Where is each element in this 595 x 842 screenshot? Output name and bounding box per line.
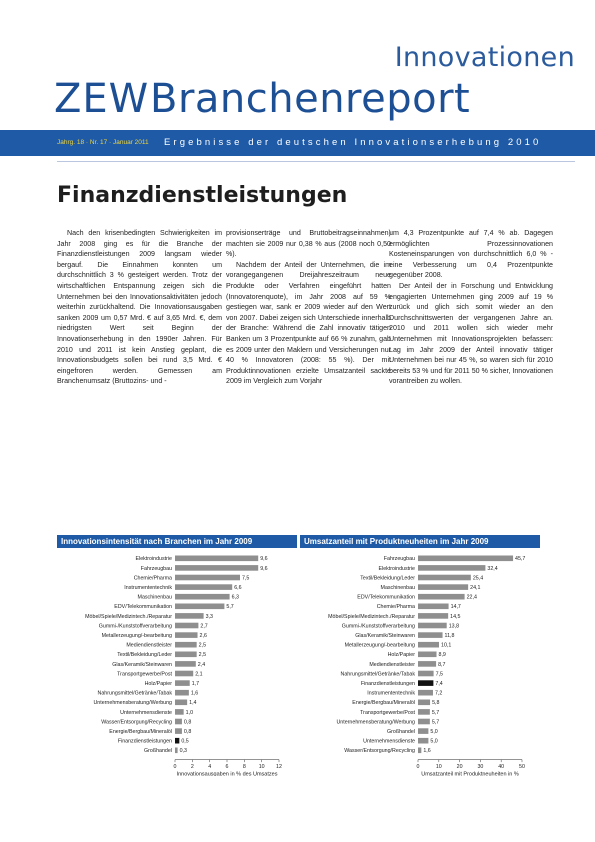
bar	[418, 565, 485, 571]
bar	[175, 690, 189, 696]
bar	[418, 738, 428, 744]
category-label: Finanzdienstleistungen	[117, 738, 172, 745]
category-label: Elektroindustrie	[378, 565, 415, 572]
data-label: 14,5	[450, 613, 461, 620]
bar	[418, 623, 447, 629]
bar	[175, 709, 184, 715]
category-label: Unternehmensdienste	[363, 738, 415, 745]
data-label: 2,1	[195, 671, 203, 678]
data-label: 0,8	[183, 729, 192, 735]
data-label: 0,5	[181, 738, 189, 745]
data-label: 5,7	[226, 604, 234, 611]
x-tick-label: 2	[190, 764, 194, 771]
data-label: 13,8	[448, 623, 460, 630]
chart-innovation-intensity-svg	[57, 548, 297, 776]
report-title-branchenreport: Branchenreport	[150, 76, 471, 122]
bar	[175, 565, 258, 571]
category-label: Mediendienstleister	[126, 642, 172, 649]
bar	[175, 575, 240, 581]
bar	[418, 719, 430, 725]
data-label: 2,5	[198, 652, 207, 659]
data-label: 5,7	[431, 709, 440, 716]
data-label: 7,2	[434, 690, 443, 697]
data-label: 2,4	[197, 661, 206, 668]
bar	[418, 642, 439, 648]
data-label: 1,6	[423, 748, 431, 755]
category-label: Mediendienstleister	[369, 661, 415, 668]
data-label: 5,8	[432, 700, 440, 707]
data-label: 2,5	[198, 642, 207, 649]
article-column-2	[226, 228, 391, 387]
data-label: 0,8	[183, 719, 192, 726]
category-label: Textil/Bekleidung/Leder	[117, 652, 172, 659]
data-label: 25,4	[472, 575, 484, 582]
x-tick-label: 10	[435, 764, 442, 771]
category-label: Holz/Papier	[144, 681, 172, 687]
data-label: 6,6	[234, 585, 242, 591]
category-label: Unternehmensberatung/Werbung	[336, 719, 415, 726]
x-tick-label: 0	[416, 764, 420, 771]
data-label: 3,3	[205, 613, 213, 620]
chart-product-novelty-share-svg	[300, 548, 540, 776]
category-label: Maschinenbau	[380, 585, 415, 591]
category-label: Großhandel	[387, 729, 415, 735]
x-tick-label: 30	[477, 764, 484, 771]
article-column-1	[57, 228, 222, 387]
article-paragraph: Nachdem der Anteil der Unternehmen, die im vorangegangenen Dreijahreszeitraum neue Produkte oder Verfahren eingeführt hatten (Innovatorenquote), im Jahr 2008 auf 59 % gestiegen war, sank er 2009 wieder auf den Wert von 2007. Dabei zeigen sich Unterschiede innerhalb der Branche: Während die Zahl innovativ tätigen Banken um 3 Prozentpunkte auf 66 % zunahm, gab es 2009 unter den Maklern und Versicherungen nur 40 % Innovatoren (2008: 55 %). Der mit Produktinnovationen erzielte Umsatzanteil sackte 2009 im Vergleich zum Vorjahr	[226, 260, 391, 386]
category-label: Energie/Bergbau/Mineralöl	[352, 700, 415, 707]
bar	[418, 661, 436, 667]
category-label: EDV/Telekommunikation	[357, 594, 415, 601]
chart-product-novelty-share	[300, 535, 540, 776]
article-paragraph: Nach den krisenbedingten Schwierigkeiten im Jahr 2008 ging es für die Branche der Finanzdienstleistungen 2009 langsam wieder bergauf. Die Einnahmen konnten um durchschnittlich 3 % gesteigert werden. Trotz der wirtschaftlichen Entspannung zeigen sich die Unternehmen bei den Innovationsaktivitäten jedoch weiterhin zurückhaltend. Die Innovationsausgaben sanken 2009 um 0,57 Mrd. € auf 3,65 Mrd. €, dem niedrigsten Wert seit Beginn der Innovationserhebung in den 1990er Jahren. Für 2010 und 2011 ist kein Anstieg geplant, die Innovationsbudgets sollen bei rund 3,5 Mrd. € eingefroren werden. Gemessen am Branchenumsatz (Bruttozins- und -	[57, 229, 222, 386]
bar	[418, 556, 513, 562]
x-axis-label: Umsatzanteil mit Produktneuheiten in %	[421, 771, 519, 776]
x-tick-label: 6	[225, 764, 229, 771]
bar	[175, 680, 190, 686]
bar	[418, 680, 433, 686]
data-label: 0,3	[179, 748, 187, 755]
category-label: Energie/Bergbau/Mineralöl	[109, 729, 172, 735]
bar	[175, 748, 178, 754]
data-label: 45,7	[515, 556, 526, 563]
bar	[175, 632, 198, 638]
category-label: Instrumententechnik	[367, 690, 415, 697]
article-paragraph: Der Anteil der in Forschung und Entwicklung engagierten Unternehmen ging 2009 auf 19 % zurück und glich sich somit wieder an den Durchschnittswerten der vergangenen Jahre an. 2010 und 2011 wollen sich wieder mehr Unternehmen mit Innovationsprojekten befassen: Lag im Jahr 2009 der Anteil innovativ tätiger Unternehmen bei nur 45 %, so waren sich für 2010 bereits 53 % und für 2011 50 % sicher, Innovationen vorantreiben zu wollen.	[389, 281, 553, 386]
article-headline: Finanzdienstleistungen	[57, 183, 348, 208]
x-tick-label: 0	[173, 764, 177, 771]
data-label: 8,7	[438, 661, 446, 668]
category-label: Nahrungsmittel/Getränke/Tabak	[340, 671, 415, 678]
data-label: 1,6	[190, 690, 199, 697]
category-label: Textil/Bekleidung/Leder	[360, 575, 415, 582]
bar	[418, 748, 421, 754]
category-label: Unternehmensdienste	[120, 709, 172, 716]
bar	[418, 671, 434, 677]
x-tick-label: 40	[498, 764, 505, 771]
bar	[418, 613, 448, 619]
bar	[418, 709, 430, 715]
category-label: Glas/Keramik/Steinwaren	[112, 661, 172, 668]
bar	[175, 642, 197, 648]
data-label: 5,0	[430, 729, 438, 735]
data-label: 8,9	[438, 652, 446, 659]
x-tick-label: 50	[519, 764, 525, 771]
bar	[418, 584, 468, 590]
category-label: Wasser/Entsorgung/Recycling	[101, 719, 172, 726]
bar	[418, 690, 433, 696]
category-label: Fahrzeugbau	[140, 565, 172, 572]
x-tick-label: 20	[456, 764, 463, 771]
data-label: 2,6	[199, 633, 207, 639]
chart-title: Umsatzanteil mit Produktneuheiten im Jahr 2009	[300, 535, 540, 548]
bar	[175, 728, 182, 734]
category-label: Transportgewerbe/Post	[117, 671, 172, 678]
category-label: Chemie/Pharma	[133, 575, 172, 582]
x-tick-label: 8	[242, 764, 246, 771]
bar	[418, 604, 449, 610]
category-label: Holz/Papier	[387, 652, 415, 659]
data-label: 9,6	[260, 556, 268, 563]
data-label: 1,7	[191, 681, 200, 687]
organization-info	[57, 18, 207, 46]
chart-innovation-intensity	[57, 535, 297, 776]
zew-logo: ZEW	[54, 76, 150, 122]
bar	[175, 719, 182, 725]
data-label: 7,4	[435, 681, 443, 687]
category-label: Gummi-/Kunststoffverarbeitung	[341, 623, 415, 630]
report-subtitle: Ergebnisse der deutschen Innovationserhebung 2010	[164, 137, 542, 148]
bar	[175, 556, 258, 562]
x-tick-label: 4	[208, 764, 212, 771]
bar	[175, 738, 179, 744]
x-tick-label: 10	[258, 764, 265, 771]
category-label: Metallerzeugung/-bearbeitung	[101, 633, 172, 639]
category-label: Möbel/Spiele/Medizintech./Reparatur	[85, 613, 172, 620]
article-paragraph: provisionserträge und Bruttobeitragseinnahmen) machten sie 2009 nur 0,38 % aus (2008 noch 0,50 %).	[226, 229, 391, 259]
category-label: Maschinenbau	[137, 594, 172, 601]
data-label: 7,5	[435, 671, 443, 678]
category-label: Transportgewerbe/Post	[360, 709, 415, 716]
data-label: 1,0	[185, 709, 194, 716]
data-label: 9,6	[260, 565, 268, 572]
category-label: Nahrungsmittel/Getränke/Tabak	[97, 690, 172, 697]
data-label: 14,7	[450, 604, 461, 611]
category-label: Elektroindustrie	[135, 556, 172, 563]
data-label: 1,4	[189, 700, 197, 707]
category-label: Wasser/Entsorgung/Recycling	[344, 748, 415, 755]
report-title-innovationen: Innovationen	[394, 42, 575, 73]
category-label: EDV/Telekommunikation	[114, 604, 172, 611]
data-label: 11,8	[444, 633, 455, 639]
article-column-3	[389, 228, 553, 387]
data-label: 10,1	[441, 642, 452, 649]
data-label: 22,4	[466, 594, 477, 601]
category-label: Instrumententechnik	[124, 585, 172, 591]
bar	[418, 575, 471, 581]
data-label: 7,5	[242, 575, 250, 582]
category-label: Unternehmensberatung/Werbung	[93, 700, 172, 707]
category-label: Möbel/Spiele/Medizintech./Reparatur	[328, 613, 415, 620]
category-label: Finanzdienstleistungen	[360, 681, 415, 687]
bar	[175, 700, 187, 706]
data-label: 32,4	[487, 565, 498, 572]
bar	[418, 594, 465, 600]
x-axis-label: Innovationsausgaben in % des Umsatzes	[176, 771, 278, 776]
article-paragraph: um 4,3 Prozentpunkte auf 7,4 % ab. Dagegen ermöglichten Prozessinnovationen Kosteneinsparungen von durchschnittlich 6,0 % - eine Verbesserung um 0,4 Prozentpunkte gegenüber 2008.	[389, 229, 553, 280]
category-label: Chemie/Pharma	[376, 604, 415, 611]
bar	[175, 604, 224, 610]
category-label: Fahrzeugbau	[383, 556, 415, 563]
bar	[418, 632, 443, 638]
bar	[418, 728, 428, 734]
issue-info: Jahrg. 18 · Nr. 17 · Januar 2011	[57, 139, 149, 146]
category-label: Metallerzeugung/-bearbeitung	[344, 642, 415, 649]
x-tick-label: 12	[276, 764, 282, 771]
bar	[175, 613, 204, 619]
data-label: 5,7	[431, 719, 440, 726]
data-label: 2,7	[200, 623, 208, 630]
data-label: 5,0	[430, 738, 438, 745]
bar	[175, 661, 196, 667]
bar	[175, 623, 198, 629]
data-label: 6,3	[231, 594, 239, 601]
header-divider	[57, 161, 575, 162]
bar	[418, 652, 437, 658]
category-label: Glas/Keramik/Steinwaren	[355, 633, 415, 639]
data-label: 24,1	[470, 585, 481, 591]
bar	[175, 671, 193, 677]
bar	[418, 700, 430, 706]
category-label: Gummi-/Kunststoffverarbeitung	[98, 623, 172, 630]
bar	[175, 584, 232, 590]
category-label: Großhandel	[144, 748, 172, 755]
bar	[175, 652, 197, 658]
bar	[175, 594, 230, 600]
chart-title: Innovationsintensität nach Branchen im Jahr 2009	[57, 535, 297, 548]
